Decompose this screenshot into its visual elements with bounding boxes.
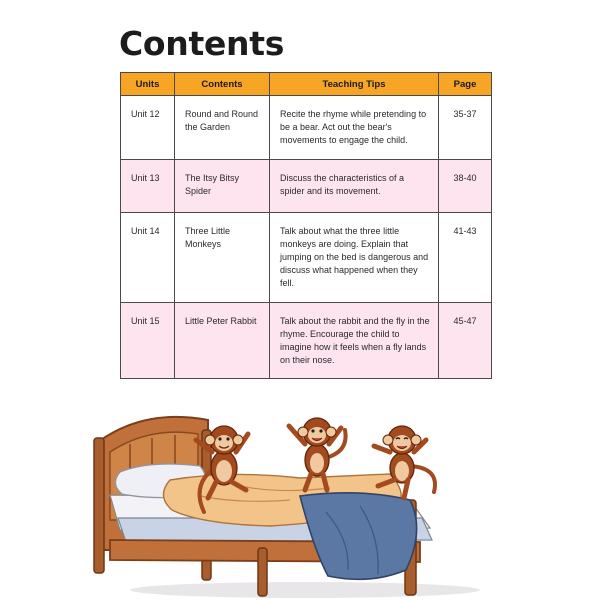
header-teaching-tips: Teaching Tips: [270, 73, 439, 96]
page-title: Contents: [119, 24, 285, 63]
floor-shadow: [130, 582, 480, 598]
unit-cell: Unit 13: [121, 160, 175, 213]
contents-cell: The Itsy Bitsy Spider: [175, 160, 270, 213]
page-cell: 35-37: [439, 96, 492, 160]
tips-cell: Discuss the characteristics of a spider and its movement.: [270, 160, 439, 213]
table-header-row: [121, 73, 492, 96]
monkeys-on-bed-illustration: [90, 400, 510, 600]
page-cell: 45-47: [439, 303, 492, 379]
contents-cell: Little Peter Rabbit: [175, 303, 270, 379]
bed: [94, 417, 432, 596]
table-row: [121, 303, 492, 379]
page-cell: 38-40: [439, 160, 492, 213]
contents-cell: Round and Round the Garden: [175, 96, 270, 160]
tips-cell: Recite the rhyme while pretending to be a bear. Act out the bear's movements to engage the child.: [270, 96, 439, 160]
tips-cell: Talk about what the three little monkeys are doing. Explain that jumping on the bed is dangerous and discuss what happened when they fell.: [270, 213, 439, 303]
contents-cell: Three Little Monkeys: [175, 213, 270, 303]
table-row: [121, 96, 492, 160]
unit-cell: Unit 15: [121, 303, 175, 379]
tips-cell: Talk about the rabbit and the fly in the rhyme. Encourage the child to imagine how it feels when a fly lands on their nose.: [270, 303, 439, 379]
unit-cell: Unit 12: [121, 96, 175, 160]
page-cell: 41-43: [439, 213, 492, 303]
header-page: Page: [439, 73, 492, 96]
table-row: [121, 213, 492, 303]
header-contents: Contents: [175, 73, 270, 96]
table-row: [121, 160, 492, 213]
contents-table: [120, 72, 492, 379]
unit-cell: Unit 14: [121, 213, 175, 303]
header-units: Units: [121, 73, 175, 96]
